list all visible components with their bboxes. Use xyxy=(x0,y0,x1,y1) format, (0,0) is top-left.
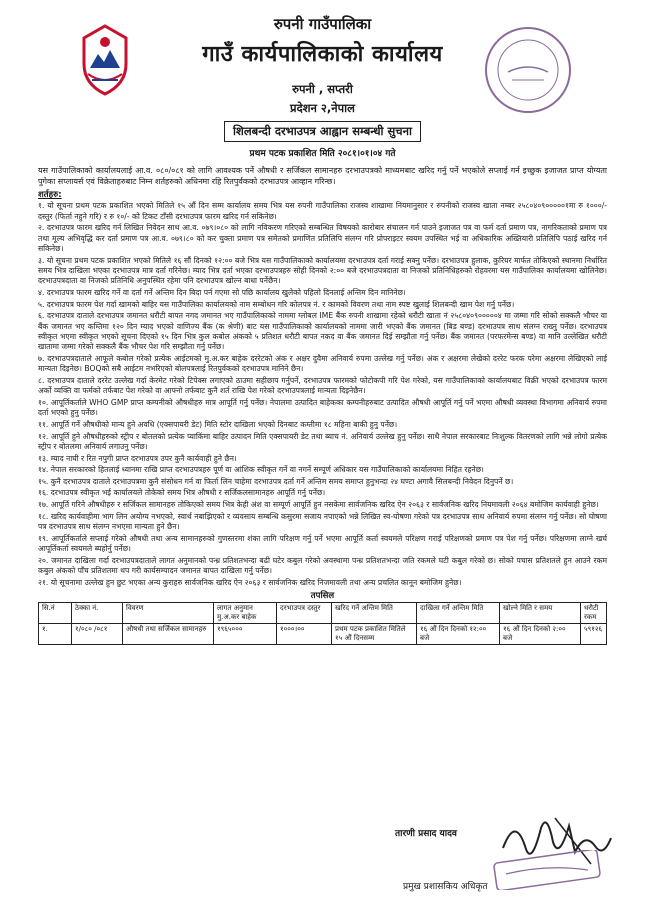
office-province: प्रदेशन २,नेपाल xyxy=(290,101,355,115)
condition-item: २. दरभाउपत्र फारम खरिद गर्न लिखित निवेदन साथ आ.व. ०७९।०८० को लागि नविकरण गरिएको सम्बन्धित विषयको कारोबार संचालन गर्न पाउने इजाजत पत्र वा फर्म दर्ता प्रमाण पत्र, नागरिकताको प्रमाण पत्र तथा मूल्य अभिवृद्धि कर दर्ता प्रमाण पत्र आ.व. ०७९।८० को कर चुक्ता प्रमाण पत्र समेतको प्रमाणित प्रतिलिपि संलग्न गरि प्रोपराइटर स्वयम उपस्थित भई वा अधिकारिक अख्तियारी प्रतिलिपि पठाई खरिद गर्न सकिनेछ। xyxy=(38,223,607,253)
condition-item: ६. दरभाउपत्र दाताले दरभाउपत्र जमानत धरौटी बापत नगद जमानत भए गाउँपालिकाको नाममा ग्लोबल IME बैंक रुपनी शाखामा रहेको धरौटी खाता नं २५८०४०९०००००४ मा जम्मा गरि सोको सक्कलै भौचर वा बैंक जमानत भए कम्तिमा १२० दिन म्याद भएको वाणिज्य बैंक (क श्रेणी) बाट यस गाउँपालिकाको कार्यालयको नाममा जारी भएको बैंक जमानत (बिड बण्ड) दरभाउपत्र साथ संलग्न राख्नु पर्नेछ। दरभाउपत्र स्वीकृत भएमा स्वीकृत भएको सूचना दिएको १५ दिन भित्र कुल कबोल अंकको ५ प्रतिशत धरौटी बापत नकद वा बैंक जमानत दिई सम्झौता गर्नु पर्नेछ। बैंक जमानत (परफरमेन्स बण्ड) वा मानि उल्लेखित धरौटी खातामा जम्मा गरेको सक्कलै बैंक भौचर पेश गरि सम्झौता गर्नु पर्नेछ। xyxy=(38,311,607,352)
column-header: सि.नं xyxy=(39,602,72,623)
column-header: खरिद गर्ने अन्तिम मिति xyxy=(332,602,417,623)
condition-item: ७. दरभाउपत्रदाताले आफूले कबोल गरेको प्रत्येक आईटमको मु.अ.कर बाहेक दररेटको अंक र अक्षर दुवैमा अनिवार्य रुपमा उल्लेख गर्नु पर्नेछ। अंक र अक्षरमा लेखेको दररेट फरक परेमा अक्षरमा लेखिएको लाई मान्यता दिइनेछ। BOQको सबै आईटम नभरिएको बोलपत्रलाई रितपुर्वकको दरभाउपत्र मानिने छैन। xyxy=(38,354,607,374)
column-header: खोल्ने मिति र समय xyxy=(500,602,581,623)
condition-item: ११. आपूर्ति गर्ने औषधीको मान्य हुने अवधि (एक्सपायरी डेट) मिति स्टोर दाखिला भएको दिनबाट कम्तीमा १८ महिना बाकी हुनु पर्नेछ। xyxy=(38,420,398,429)
designation-stamp-icon xyxy=(492,850,602,890)
table-title: तपसिल xyxy=(310,590,335,601)
condition-item: २०. जमानत दाखिला गर्दा दरभाउपत्रदाताले लागत अनुमानको पन्ध्र प्रतिशतभन्दा बढी घटेर कबुल गरेको अवस्थामा पन्ध्र प्रतिशतभन्दा जति रकमले घटी कबुल गरेको छ। सोको पचास प्रतिशतले हुन आउने रकम कबुल अंकको पाँच प्रतिशतमा थप गरी कार्यसम्पादन जमानत बापत दाखिला गर्नु पर्नेछ। xyxy=(38,555,607,575)
table-cell: ५९१२६ xyxy=(581,623,607,644)
table-cell: १९६५००० xyxy=(214,623,277,644)
condition-item: १२. आपूर्ति हुने औषधीहरुको स्ट्रीप र बोतलको प्रत्येक प्याकिंमा बाहिर उत्पादन मिति एक्सपायरी डेट तथा ब्याच नं. अनिवार्य उल्लेख हुनु पर्नेछ। साथै नेपाल सरकारबाट निःशुल्क वितरणको लागि भन्ने लोगो प्रत्येक स्ट्रीप र बोतलमा अनिवार्य लगाउनु पर्नेछ। xyxy=(38,431,607,451)
table-cell: १/०८० /०८१ xyxy=(72,623,123,644)
signatory-designation: प्रमुख प्रशासकिय अधिकृत xyxy=(403,882,488,892)
signature-block xyxy=(395,826,488,892)
table-cell: औषधी तथा सर्जिकल सामानहरु xyxy=(123,623,214,644)
column-header: ठेक्का नं. xyxy=(72,602,123,623)
column-header: दाखिला गर्ने अन्तिम मिति xyxy=(417,602,500,623)
schedule-table xyxy=(38,602,607,645)
column-header: विवरण xyxy=(123,602,214,623)
table-cell: १६ औं दिन दिनको २:०० बजे xyxy=(500,623,581,644)
condition-item: १३. म्याद नाघी र रित नपुगी प्राप्त दरभाउपत्र उपर कुनै कार्यवाही हुने छैन। xyxy=(38,453,237,463)
office-name: गाउँ कार्यपालिकाको कार्यालय xyxy=(202,42,443,67)
condition-item: १५. कुनै दरभाउपत्र दाताले दरभाउपत्रमा कुनै संसोधन गर्न वा फिर्ता लिन चाहेमा दरभाउपत्र दर्ता गर्ने अन्तिम समय समाप्त हुनुभन्दा २४ घण्टा अगावै सिलबन्दी निवेदन दिनुपर्ने छ। xyxy=(38,476,514,486)
table-cell: १६ औं दिन दिनको १२:०० बजे xyxy=(417,623,500,644)
condition-item: १४. नेपाल सरकारको हितलाई ध्यानमा राखि प्राप्त दरभाउपत्रहरु पूर्ण वा आंशिक स्वीकृत गर्ने वा नगर्ने सम्पूर्ण अधिकार यस गाउँपालिकाको कार्यालयमा निहित रहनेछ। xyxy=(38,465,484,475)
government-emblem-icon xyxy=(76,24,134,96)
condition-item: १९. आपूर्तिकर्ताले सप्लाई गरेको औषधी तथा अन्य सामानहरुको गुणस्तरमा शंका लागि परिक्षण गर्नु पर्ने भएमा आपूर्ति कर्ता स्वयमले परिक्षण गराई परिक्षणको प्रमाण पत्र पेश गर्नु पर्नेछ। परिक्षणमा लाग्ने खर्च आपूर्तिकर्ता स्वयमले ब्यहोर्नु पर्नेछ। xyxy=(38,533,607,553)
condition-item: ३. यो सूचना प्रथम पटक प्रकाशित भएको मितिले १६ सौं दिनको १२:०० बजे भित्र यस गाउँपालिकाको कार्यालयमा दरभाउपत्र दर्ता गराई सक्नु पर्नेछ। दरभाउपत्र हुलाक, कुरियर मार्फत तोकिएको स्थानमा निर्धारित समय भित्र दाखिला भएका दरभाउपत्र मात्र दर्ता गरिनेछ। म्याद भित्र दर्ता भएका दरभाउपत्रहरु सोही दिनको २:०० बजे दरभाउपत्रदाता वा निजको प्रतिनिधिहरुको रोहवरमा यस गाउँपालिका कार्यालयमा खोलिनेछ। दरभाउपत्रदाता वा निजको प्रतिनिधि अनुपस्थित रहेमा पनि दरभाउपत्र खोल्न बाधा पर्नेछैन। xyxy=(38,255,607,286)
intro-paragraph: यस गाउँपालिकाको कार्यालयलाई आ.व. ०८०/०८१ को लागि आवश्यक पर्ने औषधी र सर्जिकल सामानहरु दरभाउपत्रको माध्यमबाट खरिद गर्नु पर्ने भएकोले सप्लाई गर्न इच्छुक इजाजत प्राप्त योग्यता पुगेका सप्लायर्स एवं विक्रेताहरुबाट निम्न शर्तहरुको अधिनमा रहि रितपुर्वकको दरभाउपत्र आव्हान गरिन्छ। xyxy=(38,166,607,186)
notice-title: शिलबन्दी दरभाउपत्र आह्वान सम्बन्धी सुचना xyxy=(224,121,421,142)
table-cell: प्रथम पटक प्रकाशित मितिले १५ औं दिनसम्म xyxy=(332,623,417,644)
table-header-row xyxy=(39,602,607,623)
table-row xyxy=(39,623,607,644)
condition-item: ४. दरभाउपत्र फारम खरिद गर्ने वा दर्ता गर्ने अन्तिम दिन बिदा पर्न गएमा सो पछि कार्यालय खुलेको पहिलो दिनलाई अन्तिम दिन मानिनेछ। xyxy=(38,288,406,297)
condition-item: १०. आपूर्तिकर्ताले WHO GMP प्राप्त कम्पनीको औषधीहरु मात्र आपूर्ति गर्नु पर्नेछ। नेपालमा उत्पादित बाहेकका कम्पनीहरुबाट उत्पादित औषधी आपूर्ति गर्नु पर्ने भएमा औषधी व्यवस्था विभागमा अनिवार्य रुपमा दर्ता भएको हुनु पर्नेछ। xyxy=(38,398,607,418)
table-cell: १०००।०० xyxy=(277,623,332,644)
column-header: दरभाउपत्र दस्तुर xyxy=(277,602,332,623)
condition-item: ५. दरभाउपत्र फारम पेश गर्दा खामको बाहिर यस गाउँपालिका कार्यालयको नाम सम्बोधन गरि कोलपत्र नं. र कामको विवरण तथा नाम स्पष्ट खुलाई शिलबन्दी खाम पेश गर्नु पर्नेछ। xyxy=(38,299,515,309)
office-place: रुपनी , सप्तरी xyxy=(292,82,353,96)
condition-item: १. यो सूचना प्रथम पटक प्रकाशित भएको मितिले १५ औं दिन सम्म कार्यालय समय भित्र यस रुपनी गाउँपालिका राजस्व शाखामा नियमानुसार र रुपनीको राजस्व खाता नम्बर २५८०४०९०००००१मा रु १०००/- दस्तुर (फिर्ता नहुने गरि) र रु १०/- को टिकट टाँसी दरभाउपत्र फारम खरिद गर्न सकिनेछ। xyxy=(38,201,607,221)
table-cell: १. xyxy=(39,623,72,644)
column-header: धरौटी रकम xyxy=(581,602,607,623)
municipality-name: रुपनी गाउँपालिका xyxy=(273,15,372,33)
office-stamp-icon xyxy=(480,22,576,118)
condition-item: ८. दरभाउपत्र दाताले दररेट उल्लेख गर्दा केरमेट गरेको टिपेक्स लगाएको ठाउमा सहीछाप गर्नुपर्ने, दरभाउपत्र फारमको फोटोकपी गरि पेश गरेको, यस गाउँपालिकाको कार्यालयबाट विक्री भएको दरभाउपत्र फारम अर्को व्यक्ति वा फर्मको तर्फबाट पेश गरेको वा आफ्नो तर्फबाट कुनै शर्त राखि पेश गरेको दरभाउपत्रलाई मान्यता दिइनेछैन। xyxy=(38,376,607,396)
condition-item: १७. आपूर्ति गरिने औषधीहरु र सर्जिकल सामानहरु तोकिएको समय भित्र केही अंश वा सम्पूर्ण आपूर्ति हुन नसकेमा सार्वजनिक खरिद ऐन २०६३ र सार्वजनिक खरिद नियमावली २०६४ बमोजिम कार्यवाही हुनेछ। xyxy=(38,499,599,509)
signatory-name: तारणी प्रसाद यादव xyxy=(395,829,457,839)
condition-item: १६. दरभाउपत्र स्वीकृत भई कार्यालयले तोकेको समय भित्र औषधी र सर्जिकलसामानहरु आपूर्ति गर्नु पर्नेछ। xyxy=(38,488,326,498)
condition-item: २१. यो सूचनामा उल्लेख हुन छुट भएका अन्य कुराहरु सार्वजनिक खरिद ऐन २०६३ र सार्वजनिक खरिद निजमावली तथा अन्य प्रचलित कानून बमोजिम हुनेछ। xyxy=(38,577,462,587)
conditions-heading: शर्तहरु: xyxy=(38,190,62,200)
first-published-date: प्रथम पटक प्रकाशित मिति २०८१।०१।०४ गते xyxy=(249,149,396,159)
column-header: लागत अनुमान मु.अ.कर बाहेक xyxy=(214,602,277,623)
condition-item: १८. खरिद कार्यवाहीमा भाग लिन अयोग्य नभएको, स्वार्थ नबाझिएको र व्यवसाय सम्बन्धि कसुरमा सजाय नपाएको भन्ने लिखित स्व-घोषणा गरेको पत्र दरभाउपत्र साथ अनिवार्य रुपमा संलग्न गर्नु पर्नेछ। सो घोषणा पत्र दरभाउपत्र साथ संलग्न नभएमा मान्यता हुने छैन। xyxy=(38,511,607,531)
conditions-list xyxy=(38,201,607,588)
